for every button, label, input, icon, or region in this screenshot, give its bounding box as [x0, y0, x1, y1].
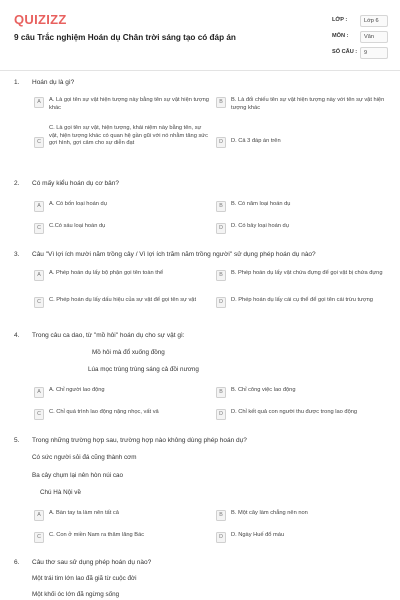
option-letter-d: D [216, 297, 226, 308]
question-6-verse-line-2: Một khối óc lớn đã ngừng sống [32, 590, 120, 598]
question-3-number: 3. [14, 251, 20, 258]
question-6-prompt: Câu thơ sau sử dụng phép hoán dụ nào? [32, 559, 152, 566]
question-2 [0, 180, 400, 188]
page-title: 9 câu Trắc nghiệm Hoán dụ Chân trời sáng tạo có đáp án [14, 33, 236, 42]
question-5-example-1: Có sức người sỏi đá cũng thành cơm [32, 454, 137, 462]
question-1-option-c[interactable] [34, 125, 209, 148]
option-text: C. Chỉ quá trình lao động nặng nhọc, vất vả [49, 409, 159, 415]
question-2-prompt: Có mấy kiểu hoán dụ cơ bản? [32, 180, 120, 187]
meta-class-label: LỚP : [332, 16, 348, 23]
option-letter-a: A [34, 270, 44, 281]
meta-class [332, 14, 388, 27]
option-text: C. Con ở miền Nam ra thăm lăng Bác [49, 532, 145, 538]
question-5 [0, 437, 400, 497]
question-2-option-a[interactable] [34, 201, 209, 212]
option-letter-b: B [216, 97, 226, 108]
question-5-option-c[interactable] [34, 532, 209, 543]
question-4-option-d[interactable] [216, 409, 388, 420]
question-1-number: 1. [14, 79, 20, 86]
question-4-option-a[interactable] [34, 387, 209, 398]
option-text: A. Có bốn loại hoán dụ [49, 201, 107, 207]
option-letter-a: A [34, 97, 44, 108]
option-letter-a: A [34, 201, 44, 212]
question-5-text [0, 437, 400, 445]
option-text: A. Là gọi tên sự vật hiện tượng này bằng tên sự vật hiện tượng khác [49, 97, 209, 111]
question-6-verse-line-1: Một trái tim lớn lao đã giã từ cuộc đời [32, 575, 137, 583]
option-text: B. Chỉ công việc lao động [231, 387, 296, 393]
question-2-option-b[interactable] [216, 201, 388, 212]
question-1-option-a[interactable] [34, 97, 209, 112]
question-1-text [0, 79, 400, 87]
question-3 [0, 251, 400, 259]
option-letter-c: C [34, 297, 44, 308]
question-4-number: 4. [14, 332, 20, 339]
option-letter-a: A [34, 387, 44, 398]
question-2-text [0, 180, 400, 188]
question-2-option-c[interactable] [34, 223, 209, 234]
question-4-prompt: Trong câu ca dao, từ "mồ hôi" hoán dụ cho sự vật gì: [32, 332, 185, 339]
option-letter-d: D [216, 409, 226, 420]
question-3-prompt: Câu "Vì lợi ích mười năm trồng cây / Vì lợi ích trăm năm trồng người" sử dụng phép hoán dụ nào? [32, 251, 316, 258]
question-2-option-d[interactable] [216, 223, 388, 234]
option-letter-c: C [34, 137, 44, 148]
question-5-option-b[interactable] [216, 510, 388, 521]
question-5-option-a[interactable] [34, 510, 209, 521]
quizizz-logo: QUIZIZZ [14, 12, 67, 27]
meta-count-field[interactable]: 9 [360, 47, 388, 59]
option-letter-a: A [34, 510, 44, 521]
meta-count [332, 46, 388, 59]
option-text: C.Có sáu loại hoán dụ [49, 223, 106, 229]
question-5-number: 5. [14, 437, 20, 444]
question-5-prompt: Trong những trường hợp sau, trường hợp nào không dùng phép hoán dụ? [32, 437, 247, 444]
question-5-option-d[interactable] [216, 532, 388, 543]
question-3-text [0, 251, 400, 259]
question-6-text [0, 559, 400, 567]
question-3-option-c[interactable] [34, 297, 209, 308]
question-1-option-d[interactable] [216, 125, 388, 148]
option-text: A. Bàn tay ta làm nên tất cả [49, 510, 119, 516]
header-divider [0, 70, 400, 71]
option-text: C. Phép hoán dụ lấy dấu hiệu của sự vật để gọi tên sự vật [49, 297, 197, 303]
question-1-option-b[interactable] [216, 97, 388, 112]
meta-subject-label: MÔN : [332, 32, 349, 39]
question-5-example-2: Ba cây chụm lại nên hòn núi cao [32, 471, 124, 479]
question-3-option-d[interactable] [216, 297, 388, 308]
option-letter-d: D [216, 137, 226, 148]
option-text: C. Là gọi tên sự vật, hiện tượng, khái niệm này bằng tên, sự vật, hiện tượng khác có quan hệ gần gũi với nó nhằm tăng sức gợi hình, gợi cảm cho sự diễn đạt [49, 125, 208, 147]
meta-subject-field[interactable]: Văn [360, 31, 388, 43]
meta-count-label: SỐ CÂU : [332, 48, 358, 55]
option-letter-b: B [216, 270, 226, 281]
question-4-verse-line-1: Mồ hôi mà đổ xuống đồng [92, 349, 165, 357]
meta-class-field[interactable]: Lớp 6 [360, 15, 388, 27]
option-letter-c: C [34, 223, 44, 234]
question-3-option-b[interactable] [216, 270, 388, 281]
option-text: B. Một cây làm chẳng nên non [231, 510, 308, 516]
question-4-option-b[interactable] [216, 387, 388, 398]
option-text: D. Phép hoán dụ lấy cái cụ thể để gọi tên cái trừu tượng [231, 297, 373, 303]
meta-subject [332, 30, 388, 43]
option-text: D. Có bảy loại hoán dụ [231, 223, 289, 229]
option-letter-d: D [216, 223, 226, 234]
option-text: B. Là đối chiếu tên sự vật hiện tượng này với tên sự vật hiện tượng khác [231, 97, 385, 111]
question-1-prompt: Hoán dụ là gì? [32, 79, 75, 86]
option-text: B. Có năm loại hoán dụ [231, 201, 291, 207]
question-4 [0, 332, 400, 374]
option-text: D. Ngày Huế đổ máu [231, 532, 285, 538]
header [0, 0, 400, 72]
option-letter-c: C [34, 532, 44, 543]
question-2-number: 2. [14, 180, 20, 187]
question-6 [0, 559, 400, 599]
option-text: B. Phép hoán dụ lấy vật chứa đựng để gọi vật bị chứa đựng [231, 270, 383, 276]
worksheet-meta [332, 14, 388, 62]
option-letter-d: D [216, 532, 226, 543]
question-1 [0, 79, 400, 87]
question-4-option-c[interactable] [34, 409, 209, 420]
question-5-example-3: Chú Hà Nội về [40, 488, 81, 496]
question-4-text [0, 332, 400, 340]
option-letter-b: B [216, 387, 226, 398]
option-text: A. Chỉ người lao động [49, 387, 105, 393]
option-text: D. Chỉ kết quả con người thu được trong lao động [231, 409, 358, 415]
option-text: D. Cả 3 đáp án trên [231, 138, 281, 144]
question-6-number: 6. [14, 559, 20, 566]
question-4-verse-line-2: Lúa mọc trùng trùng sáng cả đồi nương [88, 365, 199, 373]
option-text: A. Phép hoán dụ lấy bộ phận gọi tên toàn thể [49, 270, 164, 276]
option-letter-b: B [216, 510, 226, 521]
option-letter-b: B [216, 201, 226, 212]
question-3-option-a[interactable] [34, 270, 209, 281]
option-letter-c: C [34, 409, 44, 420]
